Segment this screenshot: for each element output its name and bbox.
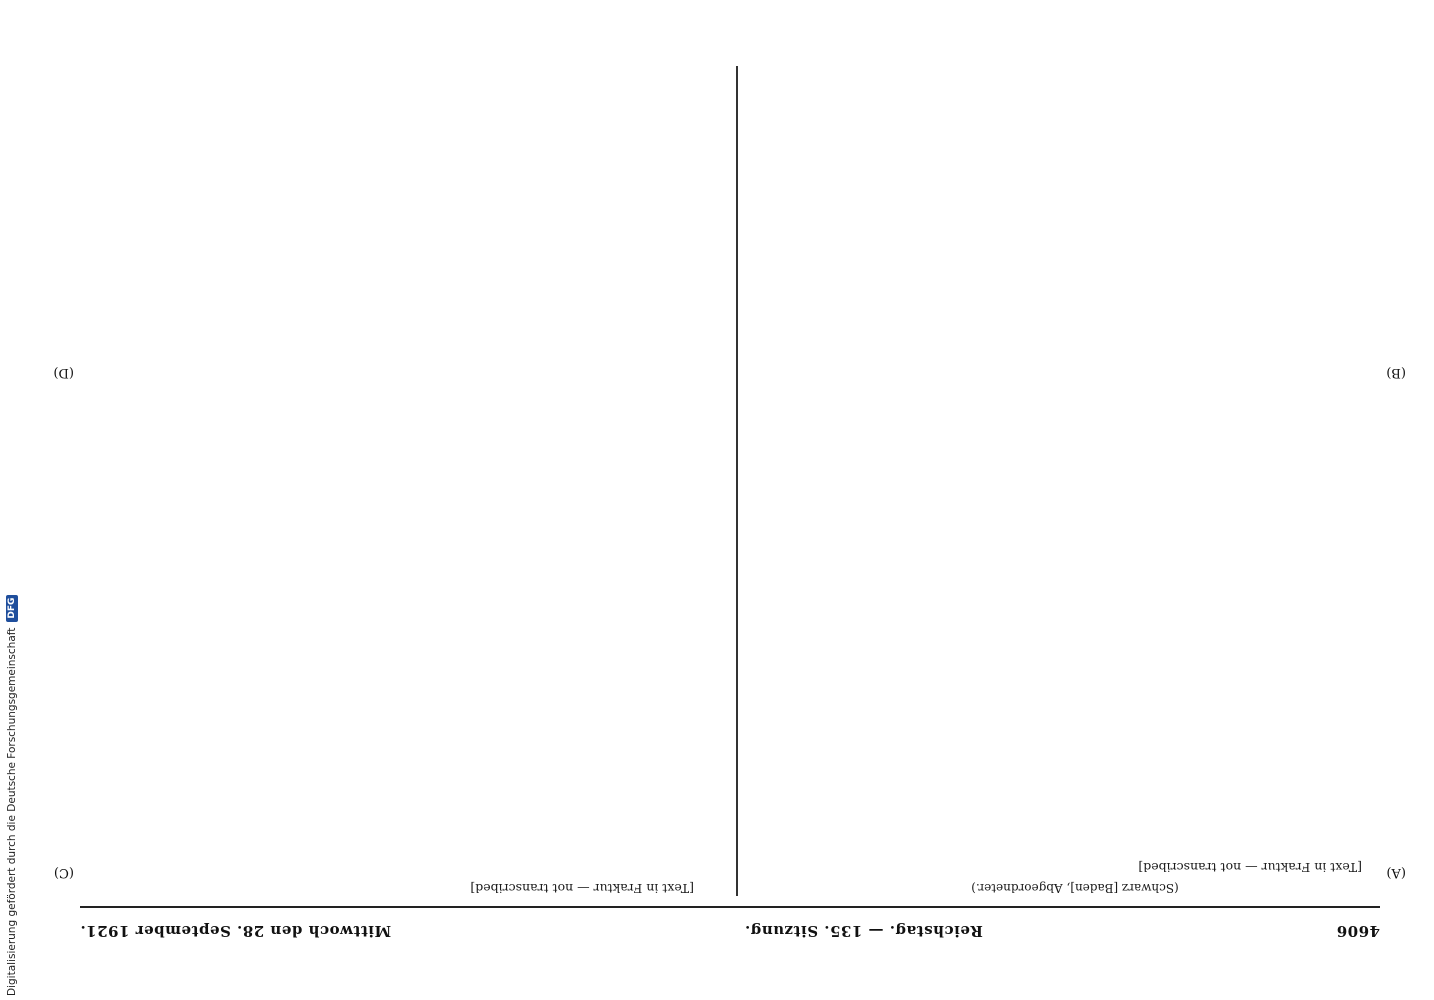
column-divider [736, 66, 738, 896]
left-column [770, 66, 1380, 896]
margin-marker-c: (C) [53, 865, 74, 880]
digitization-note [4, 0, 20, 996]
speaker-line: (Schwarz [Baden], Abgeordneter.) [971, 881, 1179, 895]
newspaper-page [53, 60, 1406, 940]
left-paragraph: [Text in Fraktur — not transcribed] [1138, 860, 1362, 876]
page-number: 4606 [1336, 922, 1380, 940]
dfg-logo: DFG [6, 595, 18, 622]
right-paragraph: [Text in Fraktur — not transcribed] [470, 881, 694, 896]
page-header [80, 910, 1380, 940]
header-rule [80, 906, 1380, 908]
right-column [102, 66, 712, 896]
margin-marker-a: (A) [1386, 865, 1406, 880]
digitization-text: Digitalisierung gefördert durch die Deutsche Forschungsgemeinschaft [6, 627, 18, 996]
margin-marker-d: (D) [53, 365, 74, 380]
margin-marker-b: (B) [1386, 365, 1406, 380]
page-title: Reichstag. — 135. Sitzung. [744, 922, 983, 940]
page-date: Mittwoch den 28. September 1921. [80, 922, 392, 940]
